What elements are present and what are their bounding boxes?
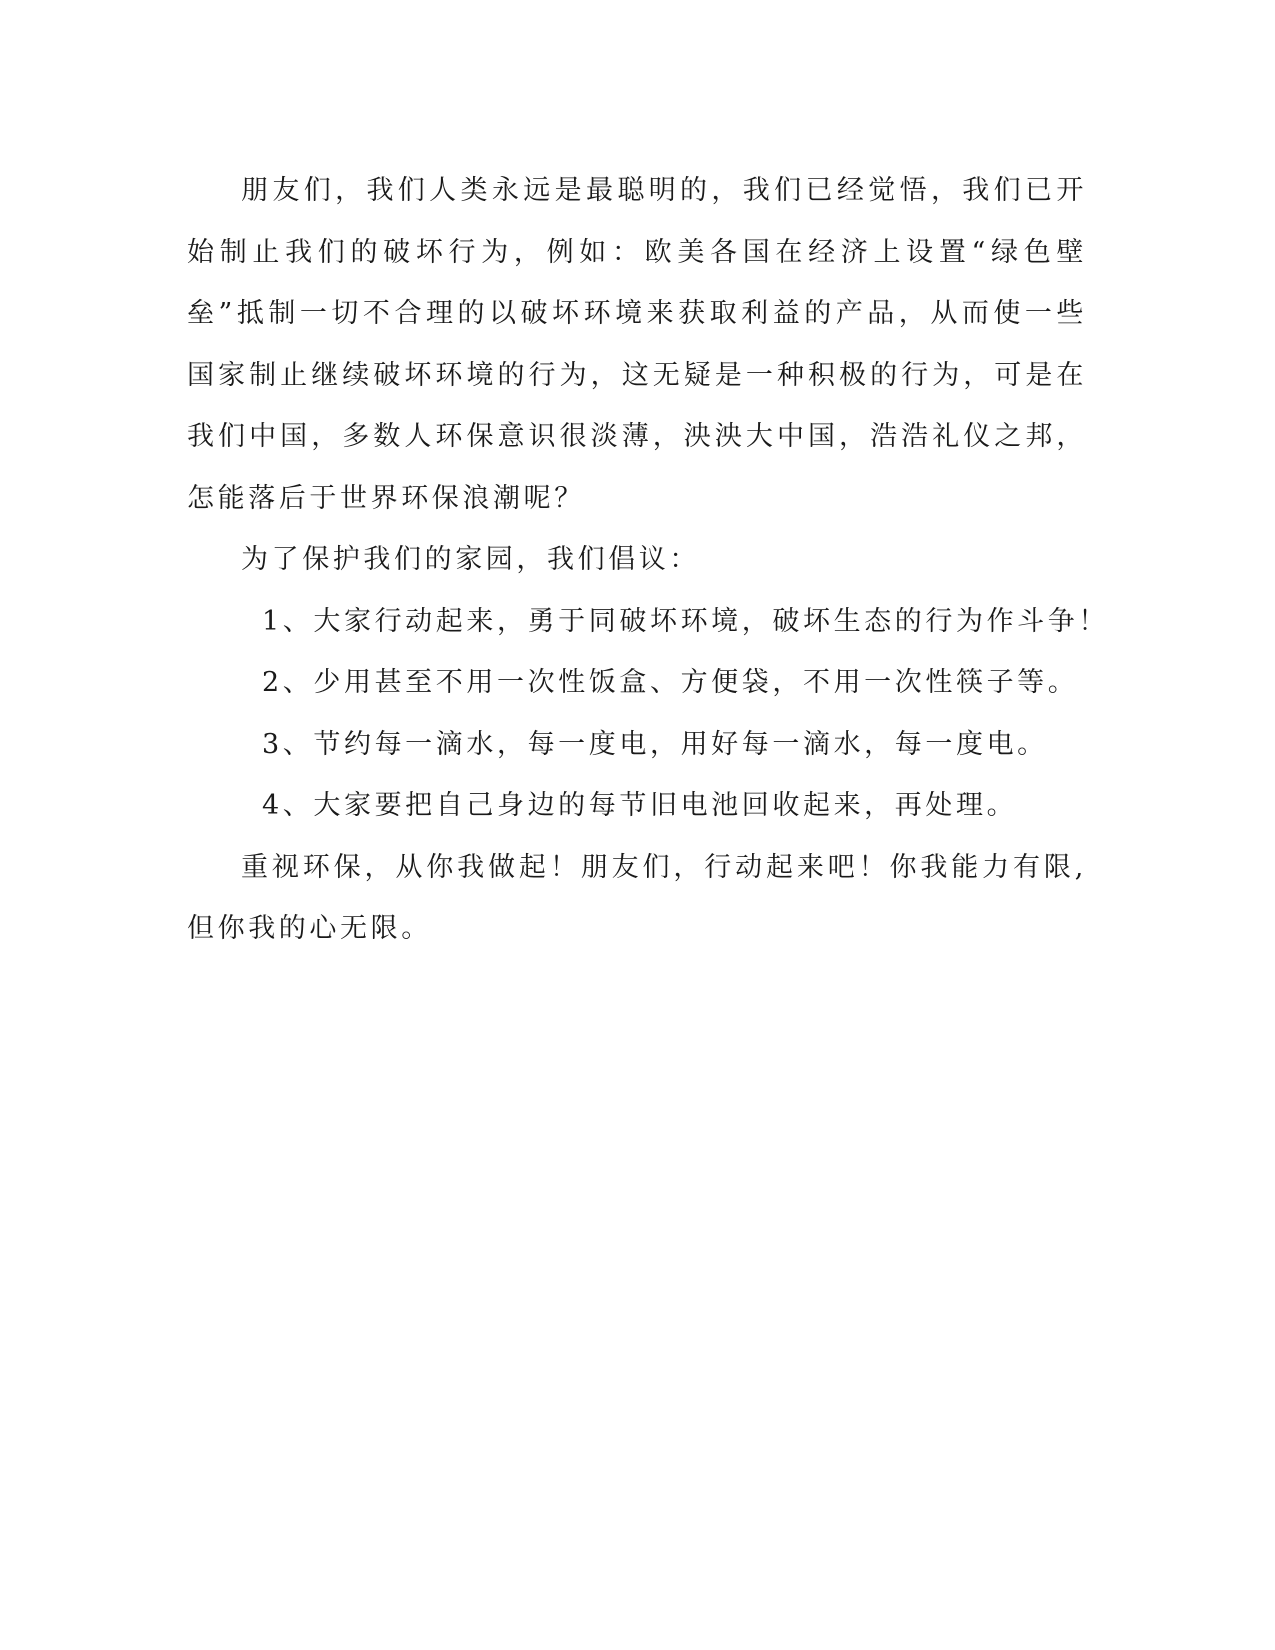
- document-body: [187, 160, 1109, 960]
- proposal-item-4: 4、大家要把自己身边的每节旧电池回收起来，再处理。: [262, 790, 1018, 821]
- proposal-item-1: 1、大家行动起来，勇于同破坏环境，破坏生态的行为作斗争！: [262, 605, 1109, 637]
- proposal-item-2: 2、少用甚至不用一次性饭盒、方便袋，不用一次性筷子等。: [262, 667, 1079, 698]
- proposal-item-3: 3、节约每一滴水，每一度电，用好每一滴水，每一度电。: [262, 728, 1048, 760]
- closing-paragraph: 重视环保，从你我做起！朋友们，行动起来吧！你我能力有限,但你我的心无限。: [187, 851, 1087, 944]
- proposal-heading: 为了保护我们的家园，我们倡议：: [241, 544, 700, 575]
- intro-paragraph: 朋友们，我们人类永远是最聪明的，我们已经觉悟，我们已开始制止我们的破坏行为，例如：欧美各国在经济上设置“绿色壁垒”抵制一切不合理的以破坏环境来获取利益的产品，从而使一些国家制止继续破坏环境的行为，这无疑是一种积极的行为，可是在我们中国，多数人环保意识很淡薄，泱泱大中国，浩浩礼仪之邦，怎能落后于世界环保浪潮呢？: [187, 175, 1087, 514]
